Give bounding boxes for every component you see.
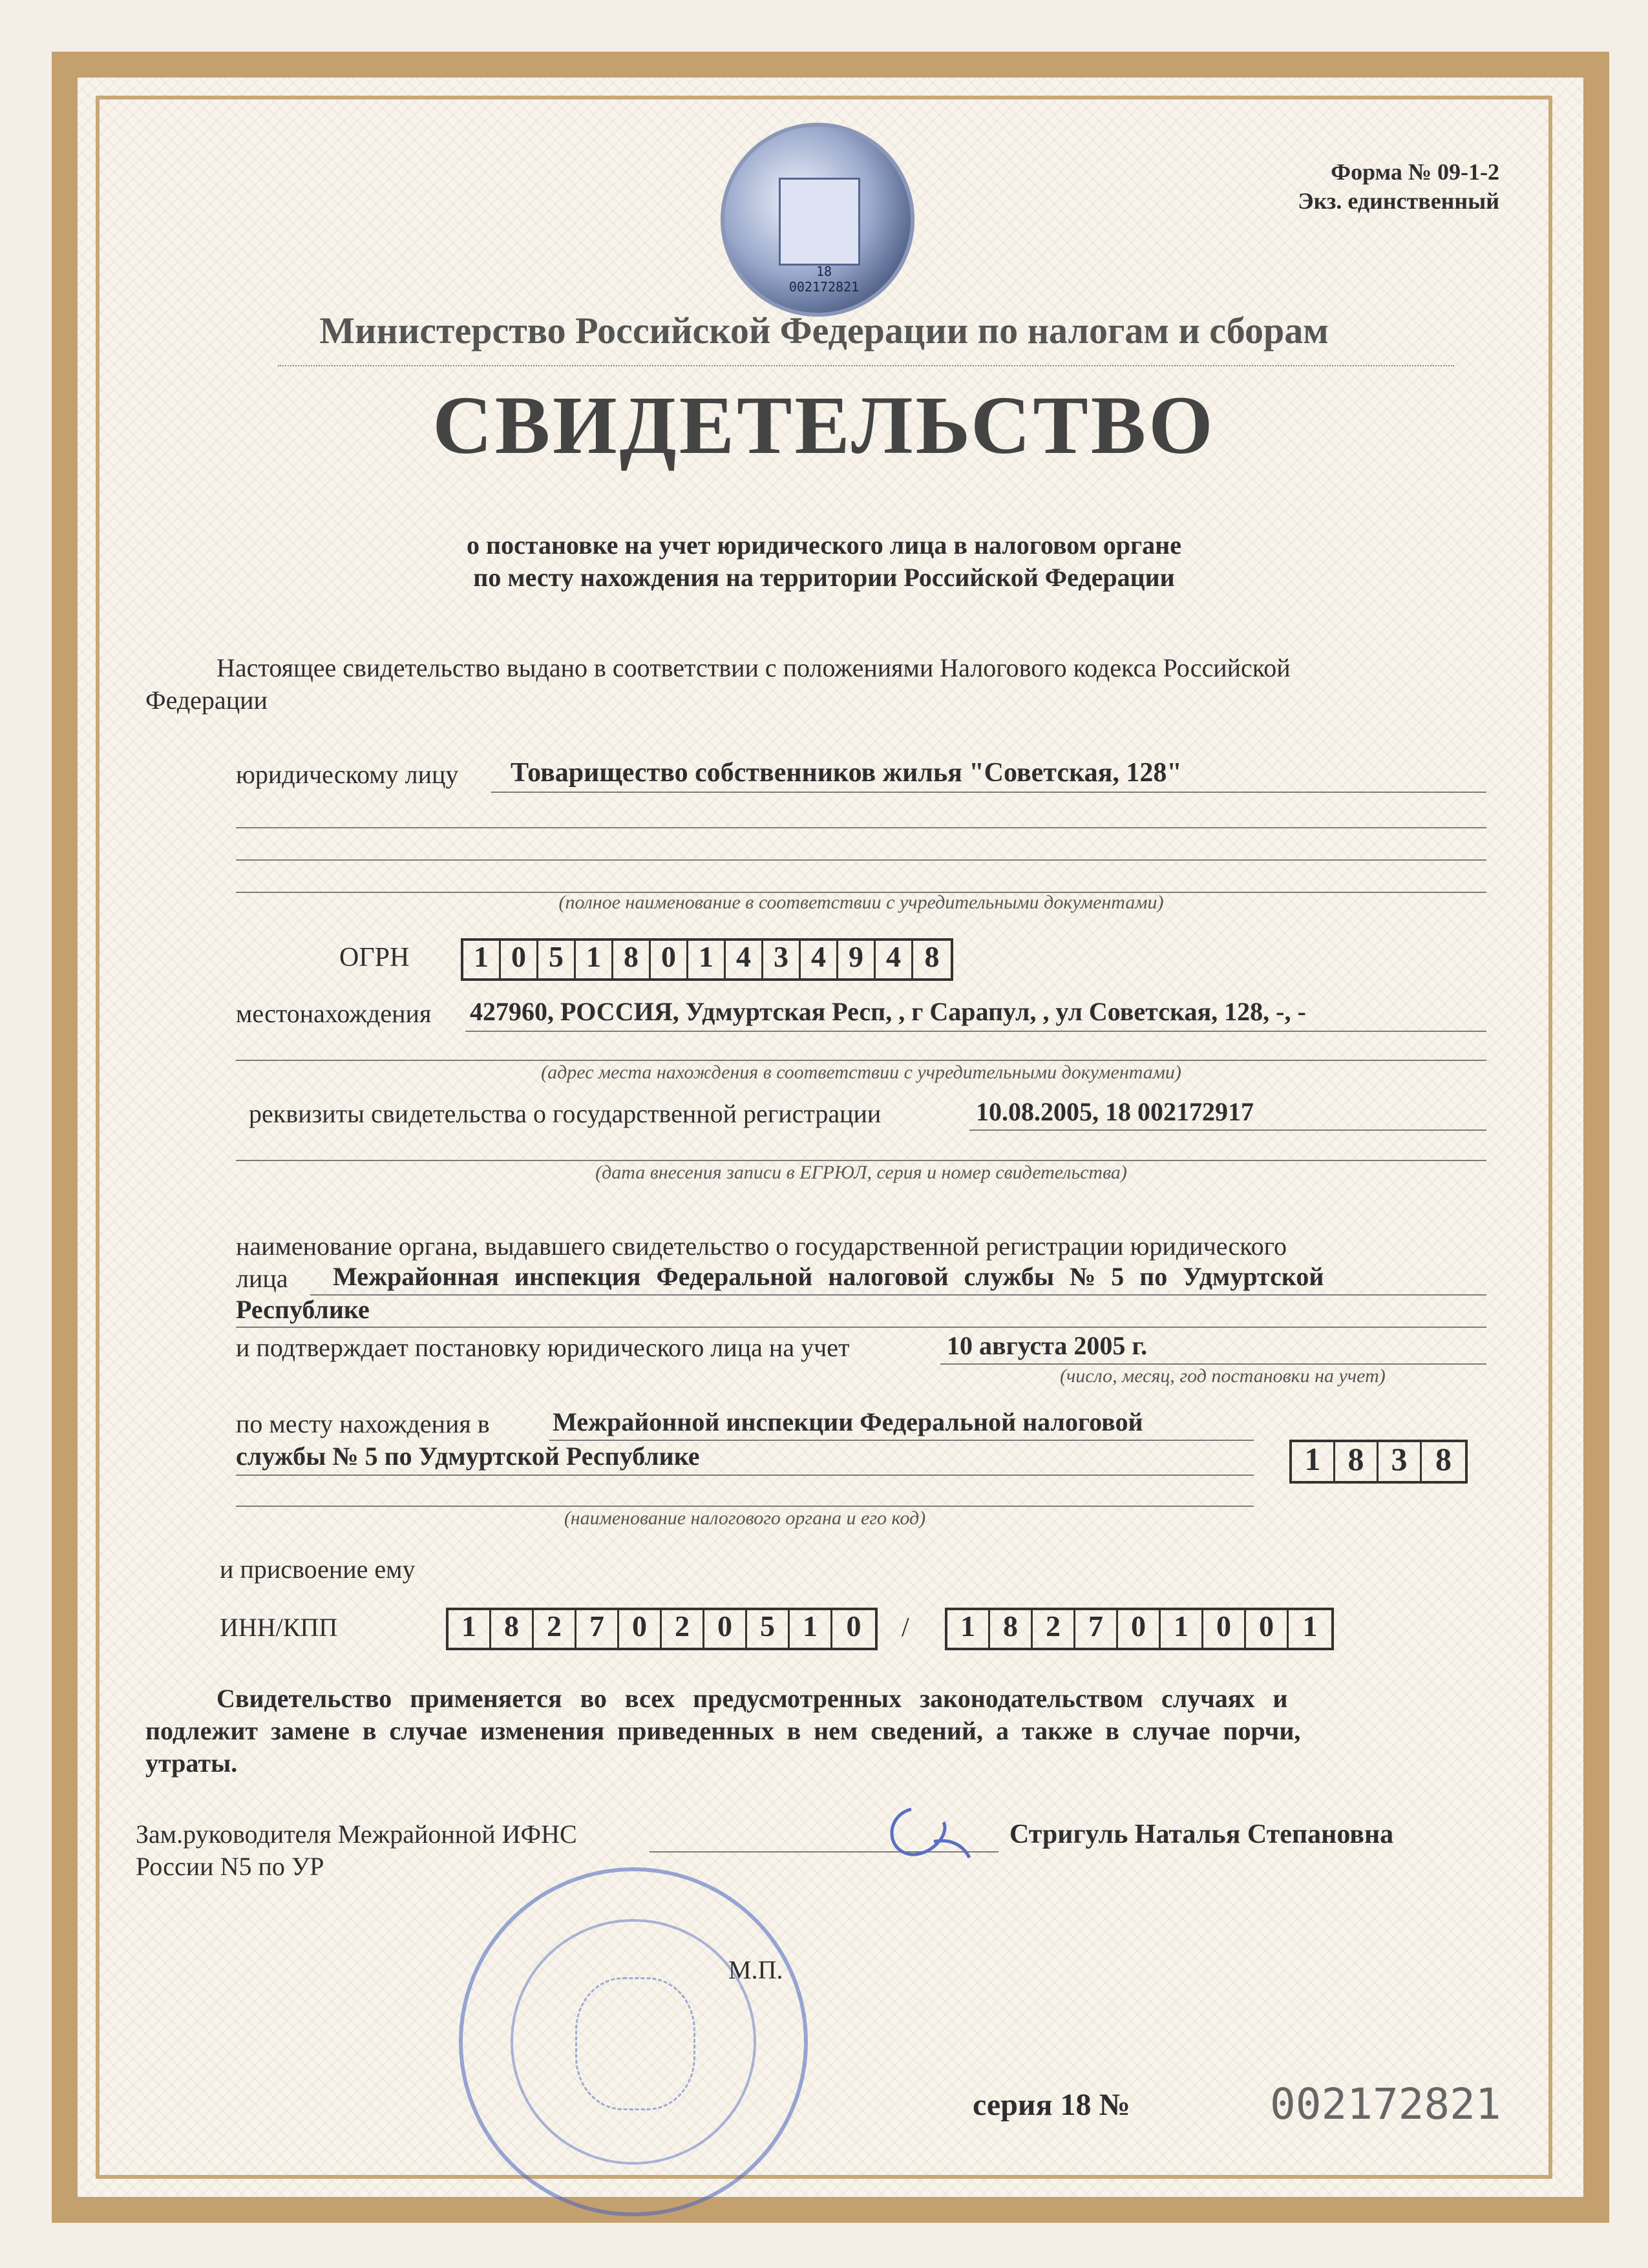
subtitle-line2: по месту нахождения на территории Российской Федерации (473, 563, 1175, 592)
location-label: местонахождения (236, 999, 432, 1028)
tax-office-caption: (наименование налогового органа и его код) (564, 1507, 926, 1529)
signatory-position-line2: России N5 по УР (136, 1852, 324, 1881)
ogrn-digit: 4 (876, 941, 913, 978)
issuer-line (310, 1294, 1486, 1296)
notice-line3: утраты. (145, 1748, 238, 1778)
mp-label: М.П. (728, 1955, 783, 1984)
confirm-date: 10 августа 2005 г. (947, 1331, 1148, 1360)
kpp-digit: 1 (947, 1610, 990, 1648)
code-digit: 3 (1379, 1442, 1422, 1481)
eagle-emblem-icon (779, 178, 860, 266)
ogrn-digit: 0 (501, 941, 538, 978)
confirm-label: и подтверждает постановку юридического лица на учет (236, 1333, 850, 1362)
registration-line-2 (236, 1160, 1486, 1161)
registration-label: реквизиты свидетельства о государственной регистрации (249, 1099, 882, 1128)
form-number: Форма № 09-1-2 (1331, 159, 1499, 185)
ministry-name: Министерство Российской Федерации по налогам и сборам (319, 310, 1329, 352)
location-caption: (адрес места нахождения в соответствии с учредительными документами) (541, 1062, 1181, 1083)
intro-line1: Настоящее свидетельство выдано в соответствии с положениями Налогового кодекса Российской (217, 653, 1291, 682)
kpp-digit: 1 (1161, 1610, 1203, 1648)
notice-line1: Свидетельство применяется во всех предусмотренных законодательством случаях и (217, 1684, 1288, 1713)
issuer-label-line1: наименование органа, выдавшего свидетельство о государственной регистрации юридического (236, 1232, 1287, 1261)
kpp-digit: 1 (1302, 1610, 1318, 1643)
kpp-digit: 0 (1118, 1610, 1161, 1648)
confirm-line (940, 1363, 1486, 1365)
stamp-eagle-icon (575, 1977, 695, 2110)
hologram-seal (721, 123, 914, 317)
ogrn-digit: 8 (613, 941, 651, 978)
signatory-position-line1: Зам.руководителя Межрайонной ИФНС (136, 1820, 577, 1849)
entity-label: юридическому лицу (236, 760, 459, 789)
hologram-number: 18 002172821 (788, 264, 860, 295)
inn-digit: 0 (619, 1610, 662, 1648)
inn-digit: 2 (662, 1610, 704, 1648)
kpp-cells (945, 1608, 1334, 1650)
inn-digit: 8 (491, 1610, 534, 1648)
ogrn-label: ОГРН (339, 943, 410, 972)
ogrn-cells (461, 938, 953, 981)
tax-office-value-line2: службы № 5 по Удмуртской Республике (236, 1442, 700, 1471)
inn-kpp-label: ИНН/КПП (220, 1613, 338, 1642)
location-line-2 (236, 1060, 1486, 1061)
ogrn-digit: 8 (924, 940, 940, 973)
kpp-digit: 0 (1246, 1610, 1289, 1648)
tax-office-line-2 (236, 1475, 1254, 1476)
inn-cells (446, 1608, 878, 1650)
entity-name: Товарищество собственников жилья "Советская, 128" (511, 758, 1182, 788)
location-value: 427960, РОССИЯ, Удмуртская Респ, , г Сарапул, , ул Советская, 128, -, - (470, 997, 1306, 1026)
inn-digit: 5 (747, 1610, 790, 1648)
document-title: СВИДЕТЕЛЬСТВО (432, 379, 1216, 471)
code-digit: 1 (1292, 1442, 1335, 1481)
tax-office-value-line1: Межрайонной инспекции Федеральной налоговой (553, 1407, 1143, 1436)
series-number: 002172821 (1270, 2079, 1501, 2129)
ogrn-digit: 0 (651, 941, 688, 978)
ogrn-digit: 4 (801, 941, 838, 978)
inn-kpp-separator: / (902, 1613, 909, 1643)
ministry-underline (278, 365, 1454, 366)
ogrn-digit: 1 (688, 941, 726, 978)
intro-line2: Федерации (145, 686, 268, 715)
kpp-digit: 8 (990, 1610, 1033, 1648)
entity-line-2 (236, 827, 1486, 828)
kpp-digit: 0 (1203, 1610, 1246, 1648)
tax-office-code-cells (1289, 1440, 1468, 1484)
registration-caption: (дата внесения записи в ЕГРЮЛ, серия и номер свидетельства) (595, 1162, 1127, 1183)
location-line (465, 1031, 1486, 1032)
entity-line (491, 792, 1486, 793)
code-digit: 8 (1335, 1442, 1379, 1481)
registration-value: 10.08.2005, 18 002172917 (976, 1097, 1254, 1126)
ogrn-digit: 3 (763, 941, 801, 978)
entity-caption: (полное наименование в соответствии с учредительными документами) (558, 892, 1164, 913)
registration-line (969, 1129, 1486, 1131)
inn-digit: 1 (790, 1610, 832, 1648)
issuer-value-line1: Межрайонная инспекция Федеральной налоговой службы № 5 по Удмуртской (333, 1262, 1324, 1291)
issuer-label-line2: лица (236, 1264, 288, 1293)
inn-digit: 0 (846, 1610, 861, 1643)
inn-digit: 7 (576, 1610, 619, 1648)
confirm-caption: (число, месяц, год постановки на учет) (1060, 1365, 1386, 1387)
kpp-digit: 7 (1075, 1610, 1118, 1648)
inn-digit: 2 (534, 1610, 576, 1648)
inn-digit: 0 (704, 1610, 747, 1648)
inn-digit: 1 (449, 1610, 491, 1648)
tax-office-line-3 (236, 1506, 1254, 1507)
issuer-line-2 (236, 1327, 1486, 1328)
entity-line-3 (236, 859, 1486, 861)
assign-text: и присвоение ему (220, 1555, 416, 1584)
notice-line2: подлежит замене в случае изменения приведенных в нем сведений, а также в случае порчи, (145, 1716, 1301, 1745)
ogrn-digit: 1 (463, 941, 501, 978)
signatory-name: Стригуль Наталья Степановна (1009, 1820, 1394, 1849)
tax-office-label: по месту нахождения в (236, 1409, 490, 1438)
subtitle-line1: о постановке на учет юридического лица в налоговом органе (467, 530, 1181, 560)
ogrn-digit: 5 (538, 941, 576, 978)
kpp-digit: 2 (1033, 1610, 1075, 1648)
code-digit: 8 (1435, 1441, 1452, 1477)
ogrn-digit: 9 (838, 941, 876, 978)
ogrn-digit: 1 (576, 941, 613, 978)
issuer-value-line2: Республике (236, 1295, 370, 1324)
copy-note: Экз. единственный (1298, 188, 1499, 214)
ogrn-digit: 4 (726, 941, 763, 978)
series-label: серия 18 № (973, 2088, 1130, 2122)
signature-mark (872, 1796, 989, 1887)
